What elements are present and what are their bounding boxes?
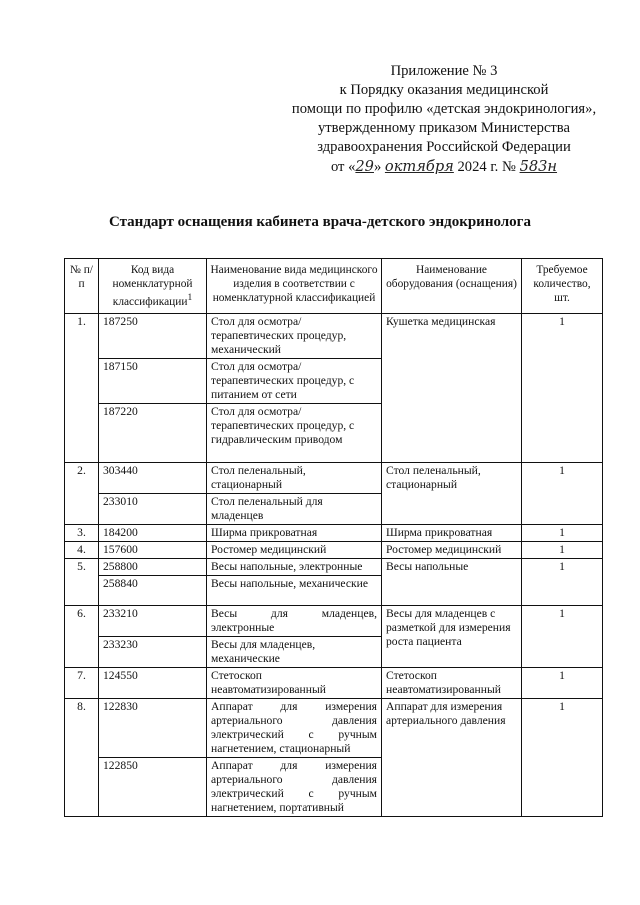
device-type-name: Ростомер медицинский: [207, 541, 382, 558]
row-number: 4.: [65, 541, 99, 558]
header-qty: Требуемое количество, шт.: [522, 259, 603, 314]
required-quantity: 1: [522, 524, 603, 541]
header-code-text: Код вида номенклатурной классификации: [112, 264, 193, 308]
table-row: [65, 541, 603, 558]
header-code-footnote: 1: [187, 293, 193, 303]
device-type-name: Стол для осмотра/терапевтических процедур, с гидравлическим приводом: [207, 403, 382, 462]
device-type-name: Весы для младенцев, электронные: [207, 605, 382, 636]
row-number: 3.: [65, 524, 99, 541]
nomenclature-code: 122850: [99, 757, 207, 816]
table-row: [65, 605, 603, 636]
equipment-standard-table: [64, 258, 603, 817]
device-type-name: Стол для осмотра/терапевтических процедур, с питанием от сети: [207, 358, 382, 403]
device-type-name: Аппарат для измерения артериального давления электрический с ручным нагнетением, портативный: [207, 757, 382, 816]
table-row: [65, 558, 603, 575]
required-quantity: 1: [522, 313, 603, 462]
row-number: 1.: [65, 313, 99, 462]
header-equipment: Наименование оборудования (оснащения): [382, 259, 522, 314]
nomenclature-code: 157600: [99, 541, 207, 558]
appendix-line-4: утвержденному приказом Министерства: [318, 120, 570, 136]
device-type-name: Стол пеленальный, стационарный: [207, 462, 382, 493]
nomenclature-code: 122830: [99, 698, 207, 757]
required-quantity: 1: [522, 667, 603, 698]
order-number-handwritten: 583н: [519, 158, 558, 175]
table-header-row: [65, 259, 603, 314]
table-row: [65, 698, 603, 757]
device-type-name: Весы для младенцев, механические: [207, 636, 382, 667]
table-row: [65, 313, 603, 358]
equipment-name: Стол пеленальный, стационарный: [382, 462, 522, 524]
row-number: 8.: [65, 698, 99, 816]
appendix-line-5: здравоохранения Российской Федерации: [317, 139, 571, 155]
device-type-name: Стол для осмотра/терапевтических процедур, механический: [207, 313, 382, 358]
table-row: [65, 667, 603, 698]
row-number: 7.: [65, 667, 99, 698]
device-type-name: Стетоскоп неавтоматизированный: [207, 667, 382, 698]
date-month-handwritten: октября: [384, 158, 454, 175]
nomenclature-code: 233010: [99, 493, 207, 524]
nomenclature-code: 233210: [99, 605, 207, 636]
date-day-handwritten: 29: [355, 158, 374, 175]
document-title: Стандарт оснащения кабинета врача-детского эндокринолога: [108, 214, 531, 230]
device-type-name: Ширма прикроватная: [207, 524, 382, 541]
required-quantity: 1: [522, 558, 603, 605]
header-num: № п/п: [65, 259, 99, 314]
device-type-name: Весы напольные, электронные: [207, 558, 382, 575]
equipment-name: Весы для младенцев с разметкой для измерения роста пациента: [382, 605, 522, 667]
equipment-name: Аппарат для измерения артериального давления: [382, 698, 522, 816]
row-number: 6.: [65, 605, 99, 667]
table-row: [65, 462, 603, 493]
device-type-name: Аппарат для измерения артериального давления электрический с ручным нагнетением, стационарный: [207, 698, 382, 757]
equipment-name: Стетоскоп неавтоматизированный: [382, 667, 522, 698]
nomenclature-code: 233230: [99, 636, 207, 667]
header-code: [99, 259, 207, 314]
nomenclature-code: 258800: [99, 558, 207, 575]
required-quantity: 1: [522, 462, 603, 524]
required-quantity: 1: [522, 541, 603, 558]
equipment-name: Весы напольные: [382, 558, 522, 605]
equipment-name: Ростомер медицинский: [382, 541, 522, 558]
nomenclature-code: 187150: [99, 358, 207, 403]
nomenclature-code: 258840: [99, 575, 207, 605]
row-number: 2.: [65, 462, 99, 524]
nomenclature-code: 303440: [99, 462, 207, 493]
appendix-header: [284, 62, 604, 177]
nomenclature-code: 184200: [99, 524, 207, 541]
date-quote-close: »: [373, 159, 382, 175]
nomenclature-code: 124550: [99, 667, 207, 698]
date-prefix: от «: [330, 159, 356, 175]
required-quantity: 1: [522, 698, 603, 816]
device-type-name: Стол пеленальный для младенцев: [207, 493, 382, 524]
row-number: 5.: [65, 558, 99, 605]
appendix-number: Приложение № 3: [390, 63, 498, 79]
equipment-name: Кушетка медицинская: [382, 313, 522, 462]
appendix-line-3: помощи по профилю «детская эндокринология»,: [291, 101, 597, 117]
nomenclature-code: 187250: [99, 313, 207, 358]
appendix-line-2: к Порядку оказания медицинской: [339, 82, 549, 98]
equipment-name: Ширма прикроватная: [382, 524, 522, 541]
date-year-number-label: 2024 г. №: [457, 159, 516, 175]
order-date-line: [284, 157, 604, 177]
table-row: [65, 524, 603, 541]
header-name: Наименование вида медицинского изделия в соответствии с номенклатурной классификацией: [207, 259, 382, 314]
nomenclature-code: 187220: [99, 403, 207, 462]
device-type-name: Весы напольные, механические: [207, 575, 382, 605]
required-quantity: 1: [522, 605, 603, 667]
